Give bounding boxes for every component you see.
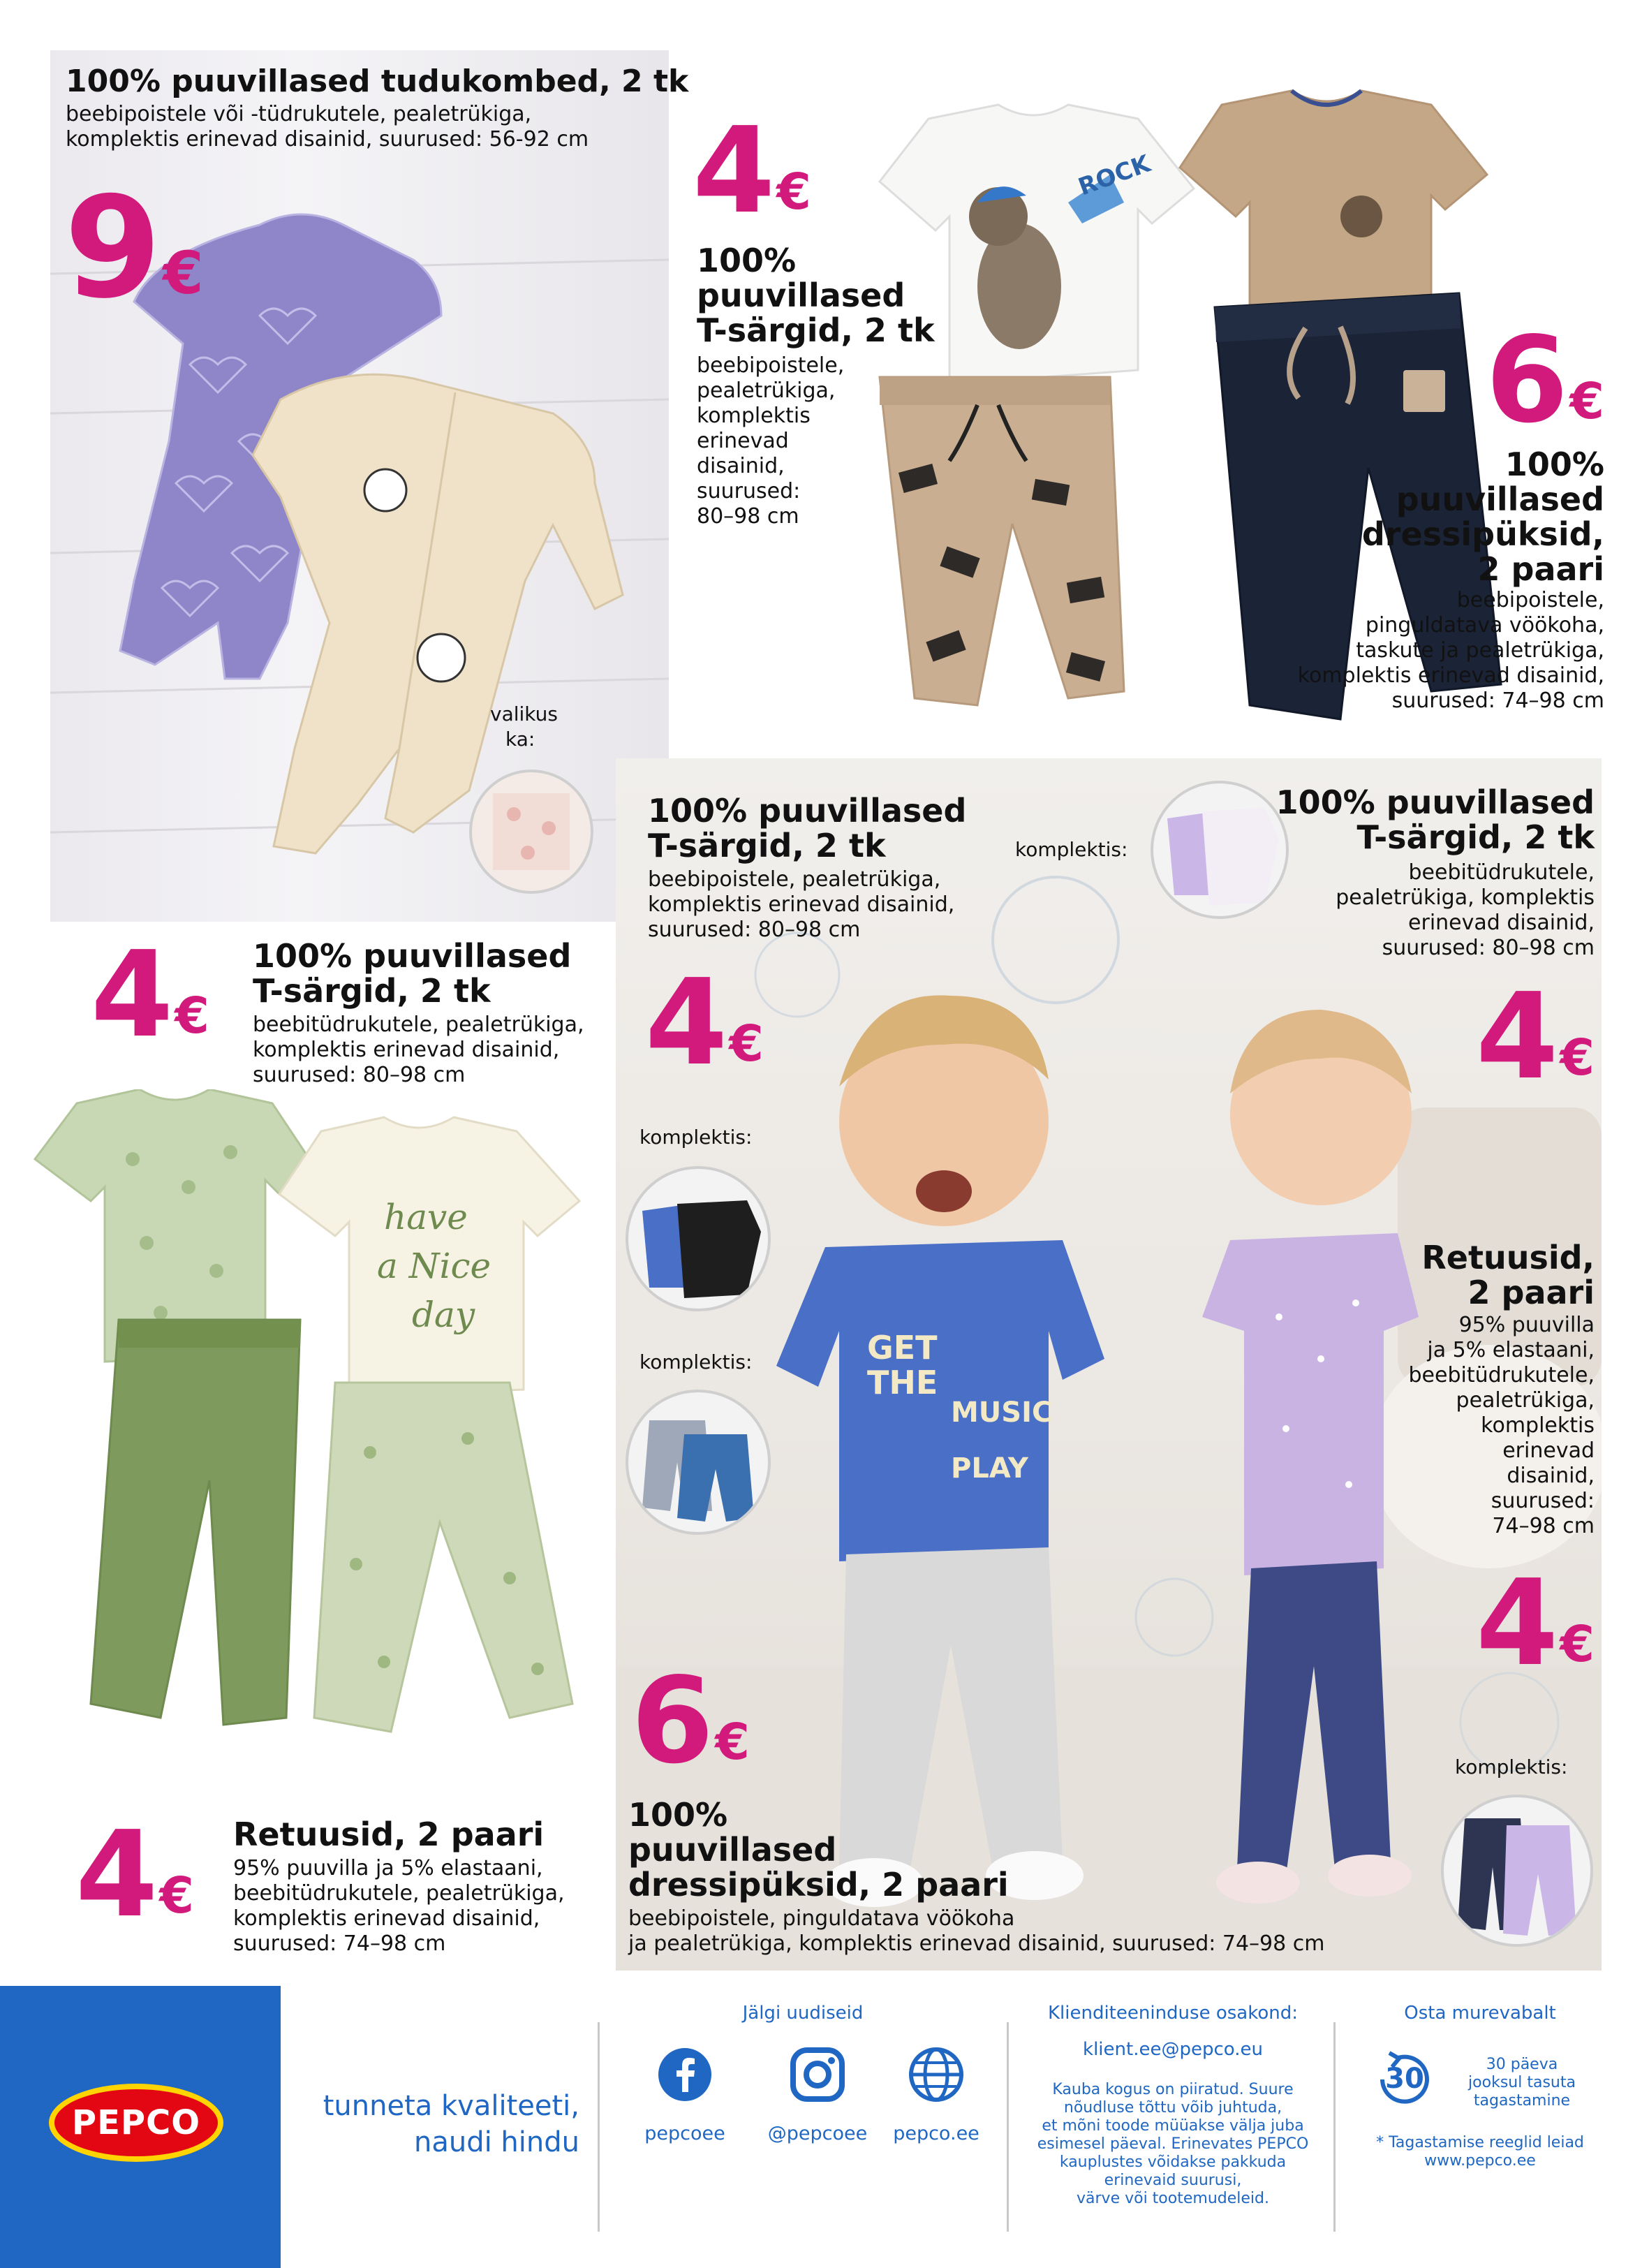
tagline-line-1: tunneta kvaliteeti, [323, 2090, 579, 2122]
joggers-bottom-desc-line-1: beebipoistele, pinguldatava vöökoha [628, 1906, 1015, 1931]
tagline-line-2: naudi hindu [414, 2126, 579, 2158]
desc-line: taskute ja pealetrükiga, [1356, 638, 1604, 663]
note-line: Kauba kogus on piiratud. Suure [1052, 2081, 1294, 2098]
note-line: nõudluse tõttu võib juhtuda, [1063, 2099, 1282, 2116]
desc-line: disainid, [1507, 1464, 1595, 1488]
tshirts-boys-top-title-1: 100% [697, 242, 797, 279]
joggers-top-desc [1298, 588, 1604, 714]
sleepsuits-extra-label-2: ka: [505, 728, 535, 751]
joggers-bottom-price-value: 6 [631, 1652, 710, 1790]
joggers-bottom-title-1: 100% [628, 1796, 728, 1834]
guarantee-text [1452, 2056, 1592, 2110]
boy-shirt-print-the: THE [867, 1364, 938, 1401]
leggings-set-icon [1444, 1797, 1590, 1944]
desc-line: suurused: 74–98 cm [233, 1931, 446, 1956]
tshirts-boys-mid-desc [648, 867, 954, 943]
boy-shirt-print-get: GET [867, 1329, 938, 1367]
boys-joggers-set-label: komplektis: [639, 1350, 753, 1374]
joggers-bottom-price-currency: € [715, 1713, 750, 1772]
tshirts-girls-left-price [91, 926, 209, 1064]
joggers-bottom-price [631, 1652, 750, 1790]
tshirts-boys-mid-price-currency: € [729, 1015, 764, 1073]
title-line: T-särgid, 2 tk [1356, 818, 1595, 856]
desc-line: komplektis [1481, 1413, 1595, 1438]
desc-line: 95% puuvilla [1458, 1313, 1595, 1337]
leggings-right-title [1421, 1240, 1595, 1310]
tshirts-boys-mid-title-2: T-särgid, 2 tk [648, 827, 886, 864]
facebook-link[interactable]: pepcoee [644, 2123, 725, 2144]
desc-line: pinguldatava vöökoha, [1365, 613, 1604, 638]
title-line: 100% [1504, 446, 1604, 483]
pepco-logo[interactable] [49, 2084, 223, 2162]
desc-line: beebitüdrukutele, pealetrükiga, [233, 1881, 565, 1906]
guarantee-note-line[interactable]: www.pepco.ee [1424, 2152, 1536, 2170]
girls-tshirts-leggings-illustration [21, 1089, 621, 1760]
leggings-set-label: komplektis: [1455, 1755, 1568, 1779]
sleepsuits-variant-thumbnail [469, 770, 593, 894]
website-link[interactable]: pepco.ee [893, 2123, 979, 2144]
desc-line: erinevad [697, 429, 789, 453]
desc-line: beebipoistele, [1456, 588, 1604, 612]
boys-tee-set-icon [628, 1169, 768, 1309]
desc-line: komplektis erinevad disainid, [648, 892, 955, 917]
desc-line: komplektis erinevad disainid, [253, 1038, 560, 1062]
joggers-bottom-desc-line-2: ja pealetrükiga, komplektis erinevad disainid, suurused: 74–98 cm [628, 1931, 1325, 1956]
guarantee-note [1347, 2134, 1613, 2170]
tshirts-girls-left-price-currency: € [175, 987, 209, 1045]
tshirts-girls-left-price-value: 4 [91, 926, 170, 1064]
boy-shirt-print-music: MUSIC [951, 1397, 1053, 1429]
title-line: 2 paari [1477, 550, 1604, 588]
instagram-icon[interactable] [789, 2046, 846, 2103]
joggers-bottom-title-3: dressipüksid, 2 paari [628, 1866, 1009, 1904]
joggers-bottom-title-2: puuvillased [628, 1831, 837, 1869]
desc-line: suurused: 80–98 cm [648, 918, 861, 942]
sleepsuits-price-currency: € [163, 238, 204, 307]
desc-line: beebipoistele, [697, 353, 845, 378]
desc-line: erinevad disainid, [1408, 911, 1595, 935]
desc-line: suurused: 80–98 cm [1382, 936, 1595, 960]
title-line: puuvillased [1396, 480, 1604, 518]
note-line: et mõni toode müüakse välja juba [1042, 2117, 1304, 2135]
guarantee-note-line: * Tagastamise reeglid leiad [1376, 2134, 1584, 2151]
note-line: erinevaid suurusi, [1104, 2172, 1242, 2189]
desc-line: komplektis erinevad disainid, [1297, 663, 1604, 688]
tshirts-girls-right-price-value: 4 [1476, 968, 1555, 1106]
title-line: dressipüksid, [1361, 515, 1604, 553]
tshirt-print-a-nice: a Nice [377, 1246, 491, 1286]
facebook-icon[interactable] [656, 2046, 713, 2103]
guarantee-30-badge [1368, 2043, 1441, 2116]
tshirts-girls-right-desc [1336, 860, 1595, 961]
boy-shirt-print-play: PLAY [951, 1452, 1028, 1485]
joggers-top-price-currency: € [1569, 372, 1604, 431]
footer-guarantee-title: Osta murevabalt [1404, 2003, 1556, 2024]
sleepsuits-title: 100% puuvillased tudukombed, 2 tk [66, 64, 689, 99]
leggings-right-desc [1408, 1313, 1595, 1539]
guarantee-line: 30 päeva [1486, 2056, 1558, 2073]
guarantee-line: jooksul tasuta [1468, 2074, 1576, 2091]
globe-icon[interactable] [908, 2046, 965, 2103]
desc-line: pealetrükiga, [1456, 1388, 1595, 1413]
title-line: 2 paari [1467, 1274, 1595, 1311]
desc-line: komplektis [697, 404, 811, 428]
guarantee-days: 30 [1385, 2063, 1424, 2095]
boys-joggers-set-thumbnail [626, 1390, 771, 1535]
title-line: Retuusid, [1421, 1239, 1595, 1276]
leggings-right-price-currency: € [1560, 1615, 1595, 1674]
tshirts-girls-right-price-currency: € [1560, 1029, 1595, 1087]
tshirts-girls-left-title-1: 100% puuvillased [253, 937, 572, 975]
desc-line: 80–98 cm [697, 504, 799, 529]
tshirts-girls-right-title [1276, 785, 1595, 855]
desc-line: beebitüdrukutele, [1408, 1363, 1595, 1387]
desc-line: suurused: [1491, 1489, 1595, 1513]
sleepsuits-desc-line-1: beebipoistele või -tüdrukutele, pealetrükiga, [66, 102, 532, 126]
desc-line: beebipoistele, pealetrükiga, [648, 867, 941, 892]
footer-divider-3 [1333, 2022, 1336, 2232]
tshirts-boys-top-title-3: T-särgid, 2 tk [697, 311, 935, 349]
tshirt-print-have: have [384, 1197, 468, 1237]
tshirts-girls-left-desc [253, 1012, 584, 1088]
desc-line: beebitüdrukutele, [1408, 860, 1595, 885]
note-line: värve või tootemudeleid. [1077, 2190, 1269, 2207]
leggings-left-price-value: 4 [75, 1806, 154, 1944]
leggings-left-price [75, 1806, 194, 1944]
desc-line: suurused: 80–98 cm [253, 1063, 466, 1087]
boys-tee-set-thumbnail [626, 1166, 771, 1311]
tshirt-print-rock: ROCK [1074, 149, 1155, 202]
footer-logo-box [0, 1986, 281, 2268]
desc-line: pealetrükiga, komplektis [1336, 885, 1595, 910]
note-line: kauplustes võidakse pakkuda [1059, 2153, 1287, 2171]
tshirts-boys-top-price [693, 102, 811, 240]
desc-line: 74–98 cm [1492, 1514, 1595, 1538]
tshirts-girls-right-price [1476, 968, 1595, 1106]
boys-joggers-set-icon [628, 1392, 768, 1532]
girls-tee-set-icon [1153, 783, 1286, 916]
leggings-left-desc [233, 1856, 565, 1957]
joggers-top-title [1362, 447, 1604, 587]
sleepsuits-extra-label-1: valikus [490, 702, 558, 726]
instagram-link[interactable]: @pepcoee [767, 2123, 868, 2144]
boys-tee-set-label: komplektis: [639, 1126, 753, 1149]
note-line: esimesel päeval. Erinevates PEPCO [1037, 2135, 1309, 2153]
leggings-right-price [1476, 1554, 1595, 1693]
girls-tee-set-label: komplektis: [1015, 838, 1128, 861]
leggings-left-title: Retuusid, 2 paari [233, 1816, 545, 1853]
variant-floral-icon [472, 772, 591, 891]
leggings-left-price-currency: € [159, 1866, 194, 1925]
sleepsuits-desc-line-2: komplektis erinevad disainid, suurused: 56-92 cm [66, 127, 589, 152]
tshirts-boys-mid-title-1: 100% puuvillased [648, 792, 967, 830]
tshirts-boys-top-price-currency: € [776, 163, 811, 221]
footer-tagline [293, 2088, 579, 2160]
tshirts-girls-left-title-2: T-särgid, 2 tk [253, 972, 491, 1010]
footer-social-title: Jälgi uudiseid [742, 2003, 864, 2024]
desc-line: beebitüdrukutele, pealetrükiga, [253, 1012, 584, 1037]
tshirt-print-day: day [412, 1295, 475, 1335]
desc-line: suurused: [697, 479, 801, 503]
title-line: 100% puuvillased [1275, 783, 1595, 821]
joggers-top-price [1486, 311, 1604, 450]
sleepsuits-price-value: 9 [64, 167, 158, 330]
desc-line: erinevad [1502, 1438, 1595, 1463]
desc-line: 95% puuvilla ja 5% elastaani, [233, 1856, 543, 1880]
desc-line: pealetrükiga, [697, 378, 836, 403]
sleepsuits-price [64, 167, 204, 330]
leggings-set-thumbnail [1441, 1795, 1593, 1947]
footer-service-email[interactable]: klient.ee@pepco.eu [1083, 2039, 1263, 2060]
girls-tee-set-thumbnail [1151, 781, 1289, 919]
joggers-top-price-value: 6 [1486, 311, 1565, 450]
desc-line: komplektis erinevad disainid, [233, 1906, 540, 1931]
desc-line: suurused: 74–98 cm [1391, 688, 1604, 713]
tshirts-boys-top-title-2: puuvillased [697, 277, 905, 314]
tshirts-boys-top-desc [697, 353, 864, 529]
leggings-right-price-value: 4 [1476, 1554, 1555, 1693]
footer-service-note [1019, 2081, 1326, 2208]
footer-divider-2 [1007, 2022, 1009, 2232]
tshirts-boys-top-price-value: 4 [693, 102, 771, 240]
footer-divider-1 [598, 2022, 600, 2232]
tshirts-boys-mid-price [645, 954, 764, 1092]
desc-line: ja 5% elastaani, [1427, 1338, 1595, 1362]
tshirts-boys-mid-price-value: 4 [645, 954, 724, 1092]
footer-service-title: Klienditeeninduse osakond: [1047, 2003, 1299, 2024]
guarantee-line: tagastamine [1473, 2092, 1571, 2109]
desc-line: disainid, [697, 454, 785, 478]
pepco-logo-text: PEPCO [71, 2103, 201, 2142]
